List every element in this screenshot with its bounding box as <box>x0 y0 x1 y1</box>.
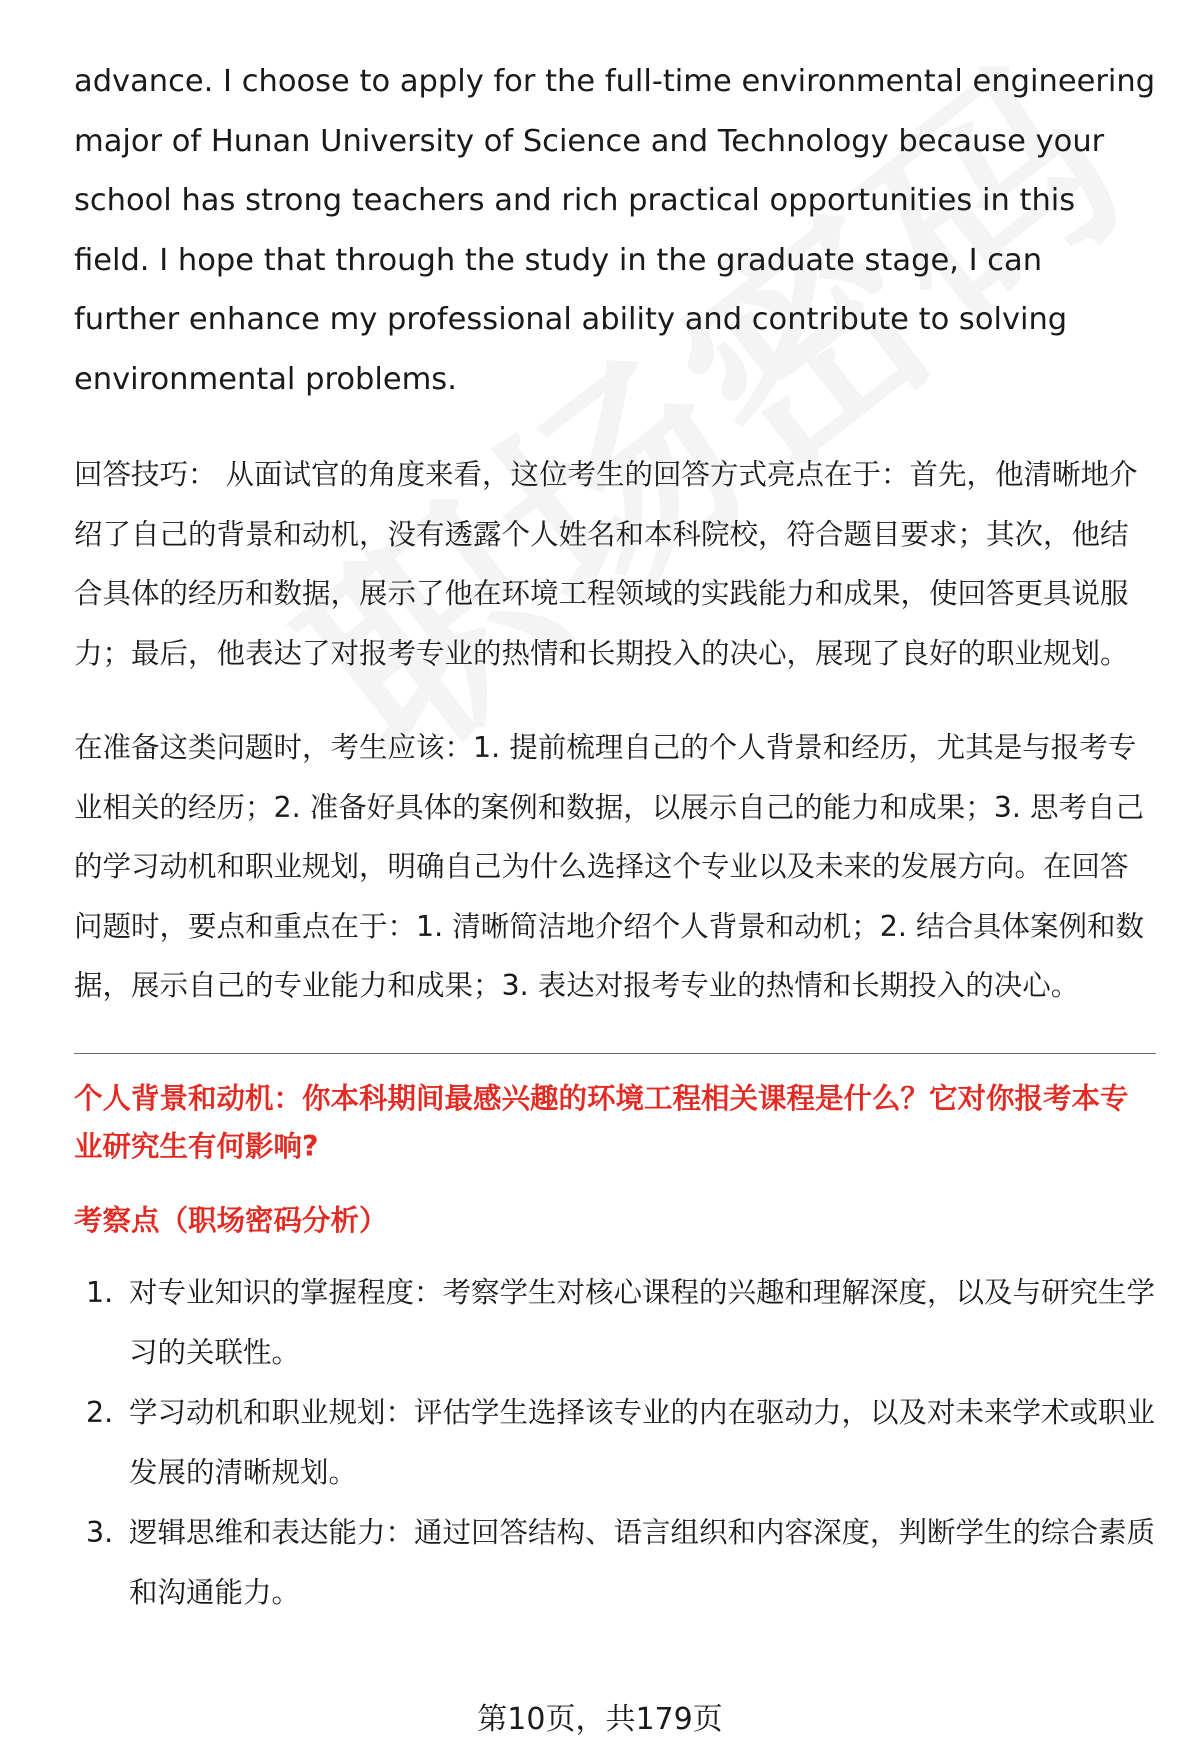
list-item-text: 学习动机和职业规划：评估学生选择该专业的内在驱动力，以及对未来学术或职业发展的清晰规划。 <box>129 1395 1156 1489</box>
assessment-points-list <box>74 1263 1156 1623</box>
list-item <box>74 1263 1156 1383</box>
assessment-subheading: 考察点（职场密码分析） <box>74 1203 388 1237</box>
list-item-number: 2. <box>86 1395 114 1429</box>
list-item-number: 3. <box>86 1515 114 1549</box>
list-item <box>74 1383 1156 1503</box>
page-number-footer: 第10页，共179页 <box>477 1702 723 1737</box>
intro-paragraph: advance. I choose to apply for the full-time environmental engineering major of Hunan University of Science and Technology because your school has strong teachers and rich practical opportunities in this field. I hope that through the study in the graduate stage, I can further enhance my professional ability and contribute to solving environmental problems. <box>74 64 1156 397</box>
preparation-paragraph: 在准备这类问题时，考生应该：1. 提前梳理自己的个人背景和经历，尤其是与报考专业相关的经历；2. 准备好具体的案例和数据，以展示自己的能力和成果；3. 思考自己的学习动机和职业规划，明确自己为什么选择这个专业以及未来的发展方向。在回答问题时，要点和重点在于：1. 清晰简洁地介绍个人背景和动机；2. 结合具体案例和数据，展示自己的专业能力和成果；3. 表达对报考专业的热情和长期投入的决心。 <box>74 731 1145 1002</box>
list-item-text: 逻辑思维和表达能力：通过回答结构、语言组织和内容深度，判断学生的综合素质和沟通能力。 <box>129 1515 1156 1609</box>
list-item-number: 1. <box>86 1275 114 1309</box>
list-item-text: 对专业知识的掌握程度：考察学生对核心课程的兴趣和理解深度，以及与研究生学习的关联性。 <box>129 1275 1156 1369</box>
question-heading: 个人背景和动机：你本科期间最感兴趣的环境工程相关课程是什么？它对你报考本专业研究生有何影响? <box>74 1081 1129 1163</box>
section-divider <box>74 1053 1156 1054</box>
list-item <box>74 1503 1156 1623</box>
tips-paragraph: 回答技巧： 从面试官的角度来看，这位考生的回答方式亮点在于：首先，他清晰地介绍了自己的背景和动机，没有透露个人姓名和本科院校，符合题目要求；其次，他结合具体的经历和数据，展示了他在环境工程领域的实践能力和成果，使回答更具说服力；最后，他表达了对报考专业的热情和长期投入的决心，展现了良好的职业规划。 <box>74 458 1138 670</box>
page-content <box>74 52 1156 1623</box>
